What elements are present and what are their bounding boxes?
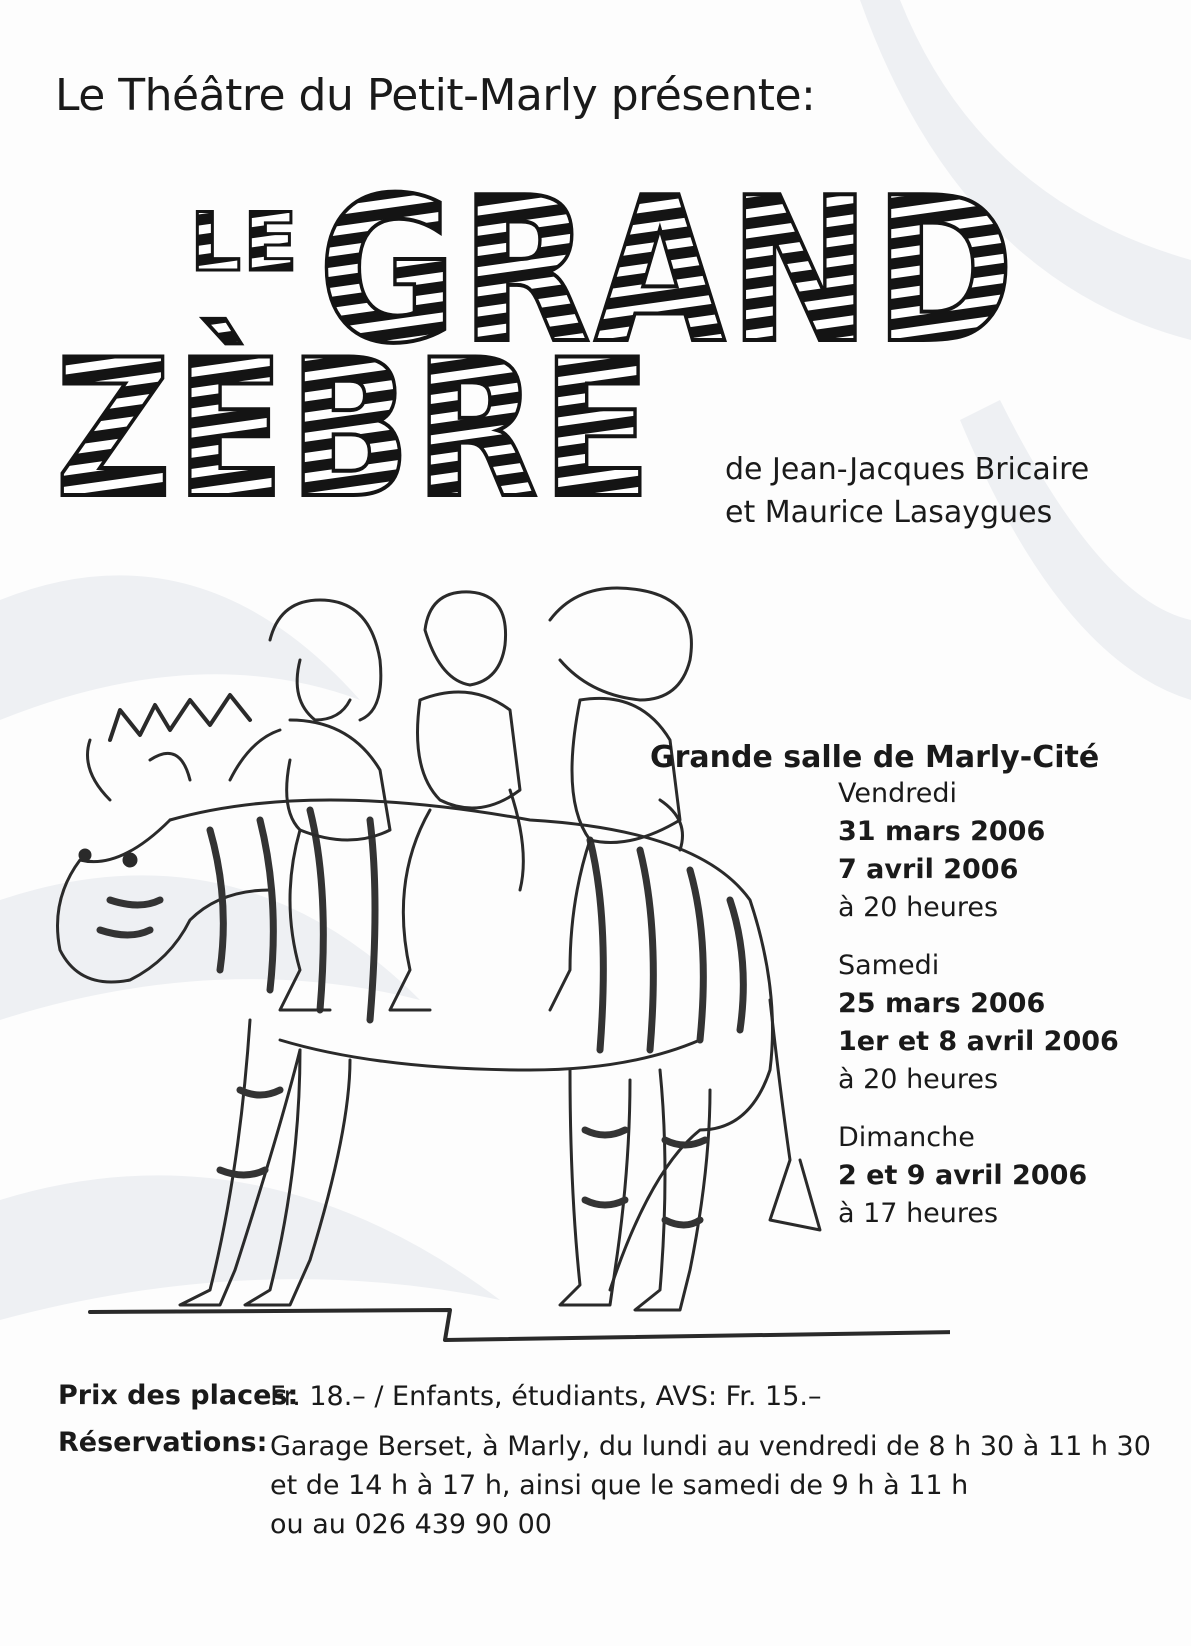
schedule-time: à 20 heures	[838, 892, 999, 923]
schedule-date: 7 avril 2006	[838, 854, 1019, 885]
reservations-row	[58, 1427, 1158, 1544]
schedule-sunday	[838, 1119, 1178, 1233]
title-zebre: ZÈBRE	[55, 319, 764, 540]
reservations-line: et de 14 h à 17 h, ainsi que le samedi de 9 h à 11 h	[270, 1470, 969, 1501]
footer-info	[58, 1380, 1158, 1558]
schedule-date: 25 mars 2006	[838, 988, 1046, 1019]
prices-label: Prix des places:	[58, 1380, 299, 1411]
title-le: LE	[190, 196, 300, 289]
schedule-date: 31 mars 2006	[838, 816, 1046, 847]
schedule-time: à 17 heures	[838, 1198, 999, 1229]
zebra-illustration	[50, 570, 950, 1370]
schedule-saturday	[838, 947, 1178, 1099]
schedule	[838, 775, 1178, 1253]
schedule-day: Vendredi	[838, 778, 957, 809]
reservations-line: ou au 026 439 90 00	[270, 1509, 552, 1540]
authors	[725, 448, 1089, 534]
presenter-line: Le Théâtre du Petit-Marly présente:	[55, 70, 816, 121]
author-line-2: et Maurice Lasaygues	[725, 495, 1053, 530]
schedule-time: à 20 heures	[838, 1064, 999, 1095]
author-line-1: de Jean-Jacques Bricaire	[725, 452, 1090, 487]
reservations-value	[270, 1427, 1151, 1544]
schedule-date: 1er et 8 avril 2006	[838, 1026, 1119, 1057]
schedule-date: 2 et 9 avril 2006	[838, 1160, 1088, 1191]
reservations-line: Garage Berset, à Marly, du lundi au vendredi de 8 h 30 à 11 h 30	[270, 1431, 1151, 1462]
schedule-friday	[838, 775, 1178, 927]
reservations-label: Réservations:	[58, 1427, 268, 1458]
venue: Grande salle de Marly-Cité	[650, 740, 1100, 775]
prices-value: Fr. 18.– / Enfants, étudiants, AVS: Fr. 15.–	[270, 1381, 822, 1412]
prices-row	[58, 1380, 1158, 1413]
title-grand: GRAND	[318, 155, 1018, 388]
schedule-day: Samedi	[838, 950, 940, 981]
schedule-day: Dimanche	[838, 1122, 975, 1153]
